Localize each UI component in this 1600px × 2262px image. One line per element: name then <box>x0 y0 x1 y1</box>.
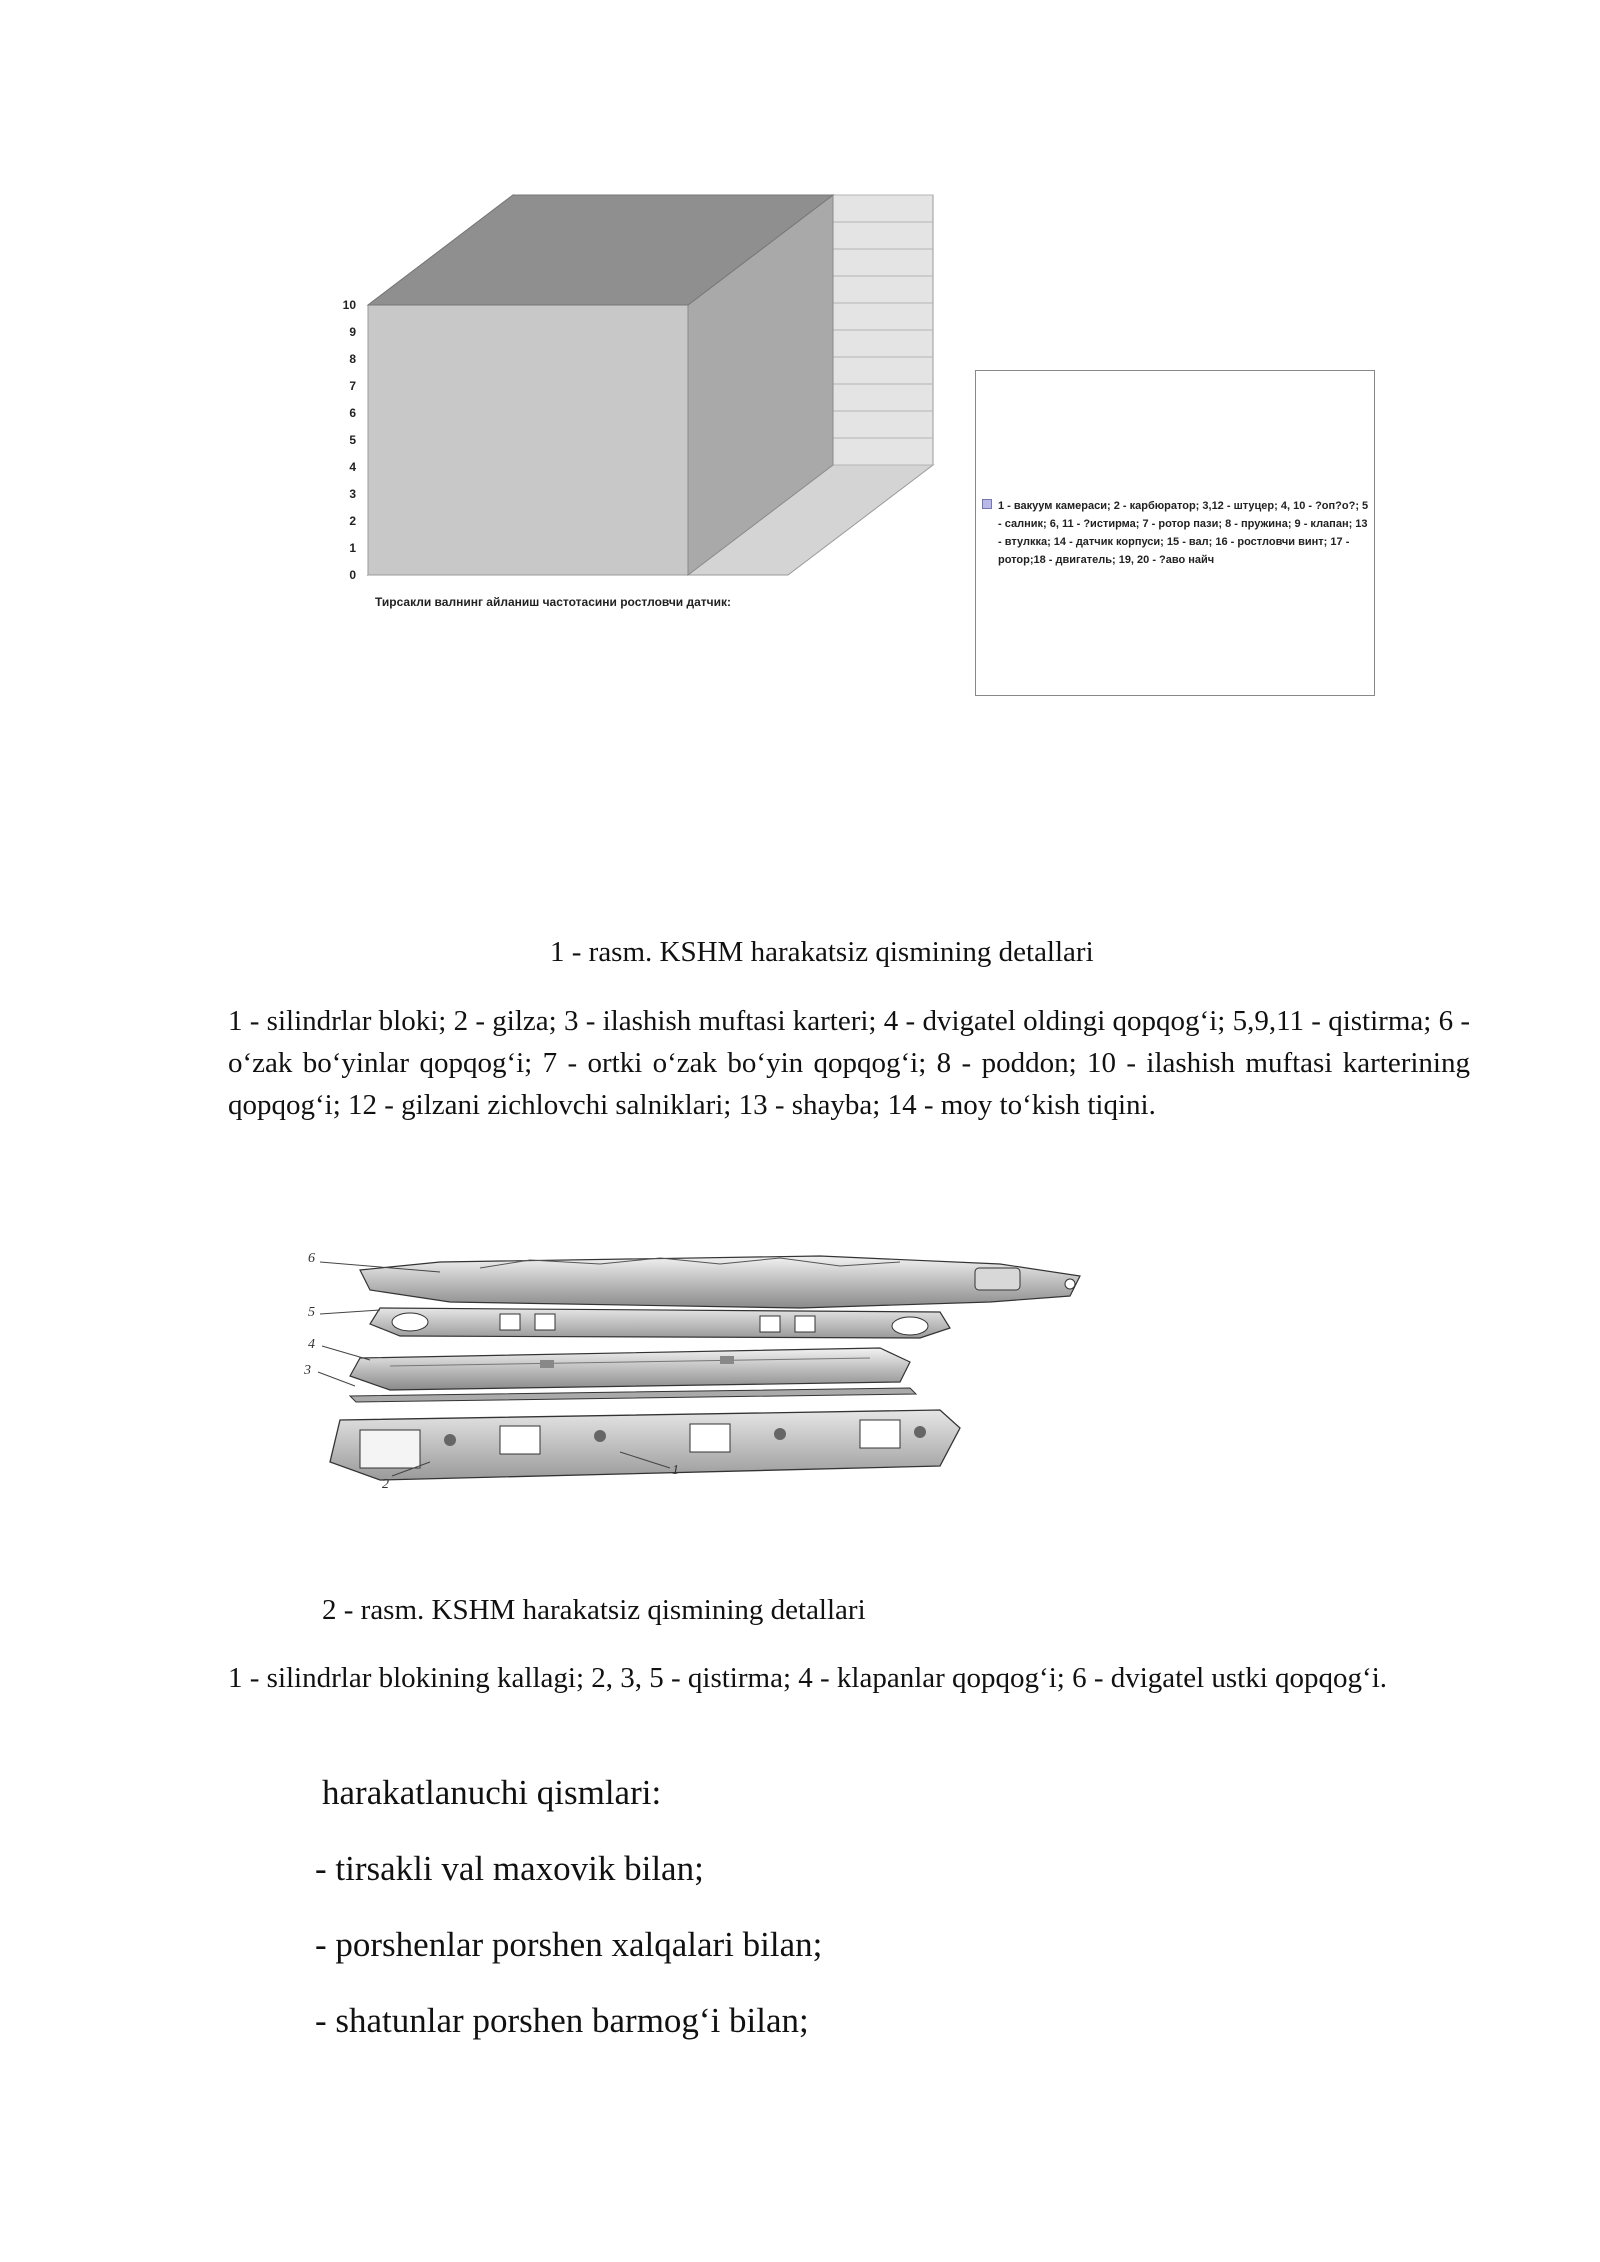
chart-y-ticks <box>343 298 357 582</box>
top-cover-part <box>360 1256 1080 1308</box>
y-tick-label: 9 <box>349 325 356 339</box>
callout-1: 1 <box>672 1463 679 1478</box>
chart-legend <box>975 370 1375 696</box>
figure2-caption: 2 - rasm. KSHM harakatsiz qismining detallari <box>322 1594 866 1626</box>
y-tick-label: 8 <box>349 352 356 366</box>
y-tick-label: 5 <box>349 433 356 447</box>
y-tick-label: 10 <box>342 298 356 312</box>
figure1-description: 1 - silindrlar bloki; 2 - gilza; 3 - ilashish muftasi karteri; 4 - dvigatel oldingi qopqog‘i; 5,9,11 - qistirma; 6 - o‘zak bo‘yinlar qopqog‘i; 7 - ortki o‘zak bo‘yin qopqog‘i; 8 - poddon; 10 - ilashish muftasi karterining qopqog‘i; 12 - gilzani zichlovchi salniklari; 13 - shayba; 14 - moy to‘kish tiqini. <box>228 1005 1470 1121</box>
y-tick-label: 2 <box>349 514 356 528</box>
callout-3: 3 <box>304 1363 311 1378</box>
y-tick-label: 1 <box>349 541 356 555</box>
legend-entry: 1 - вакуум камераси; 2 - карбюратор; 3,12 - штуцер; 4, 10 - ?оп?о?; 5 - салник; 6, 11 - ?истирма; 7 - ротор пази; 8 - пружина; 9 - клапан; 13 - втулкка; 14 - датчик корпуси; 15 - вал; 16 - ростловчи винт; 17 - ротор;18 - двигатель; 19, 20 - ?аво найч <box>998 500 1369 566</box>
valve-cover-part <box>350 1348 910 1390</box>
moving-parts-heading: harakatlanuchi qismlari: <box>322 1773 662 1812</box>
cylinder-head-illustration <box>300 1240 1100 1490</box>
legend-swatch <box>982 499 992 509</box>
y-tick-label: 4 <box>349 460 356 474</box>
gasket-part <box>370 1308 950 1338</box>
callout-5: 5 <box>308 1305 315 1320</box>
chart-3d-bar <box>300 180 940 620</box>
y-tick-label: 0 <box>349 568 356 582</box>
valve-cover-gasket-part <box>350 1388 916 1402</box>
figure1-caption: 1 - rasm. KSHM harakatsiz qismining detallari <box>550 936 1094 968</box>
chart-bars <box>368 195 833 575</box>
y-tick-label: 6 <box>349 406 356 420</box>
y-tick-label: 7 <box>349 379 356 393</box>
callout-2: 2 <box>382 1477 389 1490</box>
moving-parts-item: - porshenlar porshen xalqalari bilan; <box>315 1925 823 1964</box>
moving-parts-item: - shatunlar porshen barmog‘i bilan; <box>315 2001 809 2040</box>
moving-parts-item: - tirsakli val maxovik bilan; <box>315 1849 704 1888</box>
x-category-label: Тирсакли валнинг айланиш частотасини ростловчи датчик: <box>375 595 732 609</box>
bar-front-face <box>368 305 688 575</box>
cylinder-head-part <box>330 1410 960 1480</box>
callout-6: 6 <box>308 1251 315 1266</box>
callout-4: 4 <box>308 1337 315 1352</box>
figure2-description: 1 - silindrlar blokining kallagi; 2, 3, 5 - qistirma; 4 - klapanlar qopqog‘i; 6 - dvigatel ustki qopqog‘i. <box>228 1662 1388 1694</box>
y-tick-label: 3 <box>349 487 356 501</box>
